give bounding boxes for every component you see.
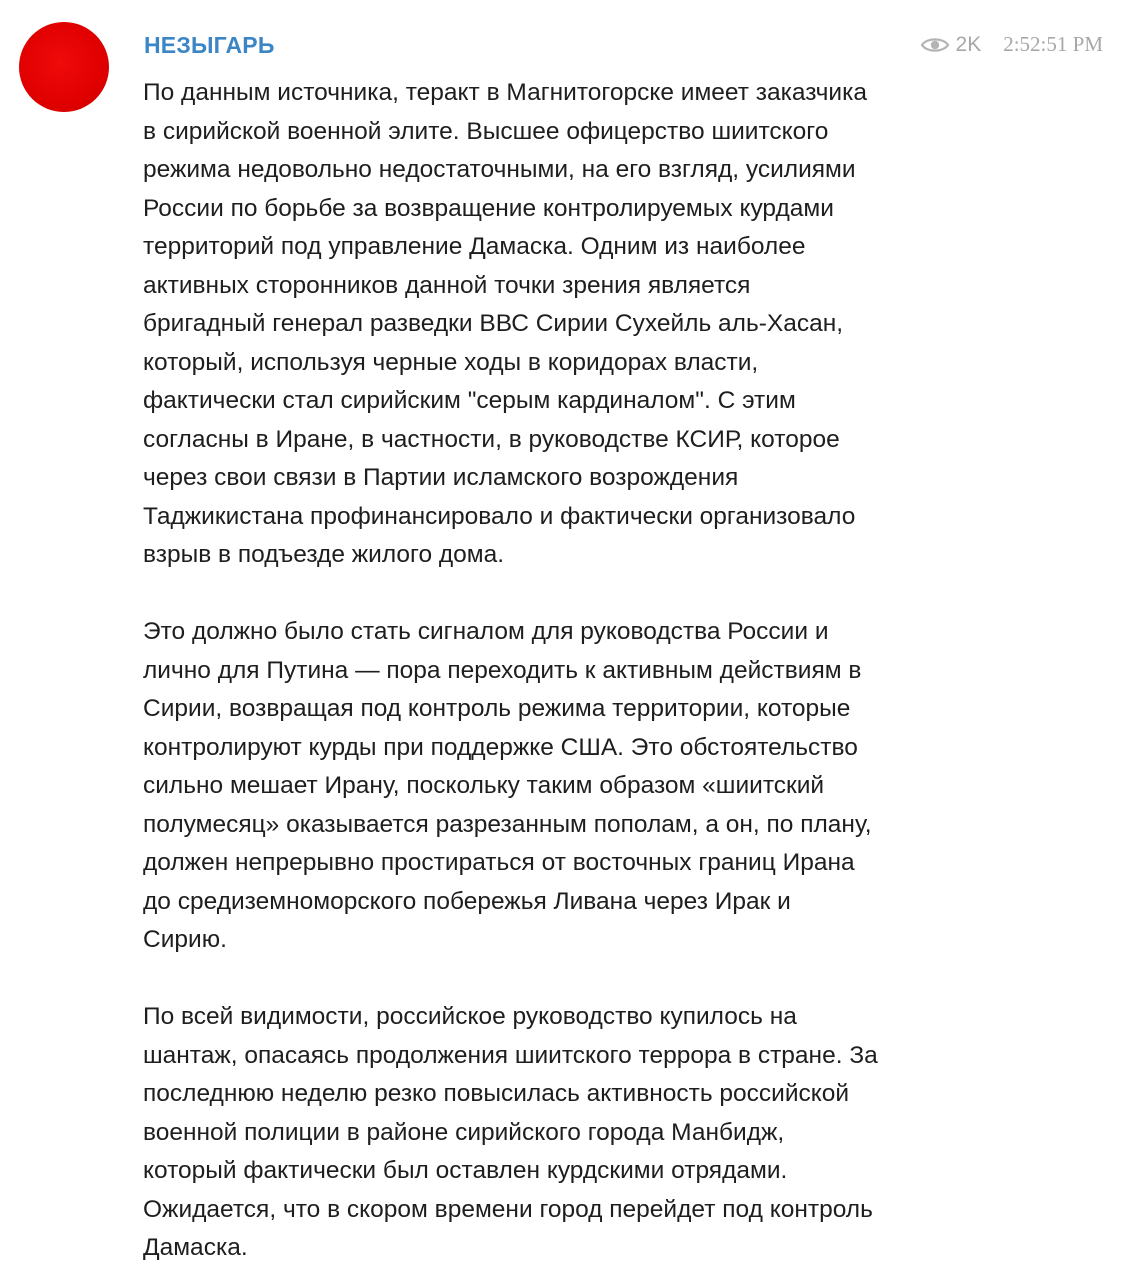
text-line: контролируют курды при поддержке США. Это обстоятельство	[143, 733, 858, 761]
message-text	[143, 74, 1103, 1278]
text-line: до средиземноморского побережья Ливана через Ирак и	[143, 887, 791, 915]
eye-icon	[920, 36, 950, 54]
text-line: России по борьбе за возвращение контролируемых курдами	[143, 194, 834, 222]
channel-avatar[interactable]	[19, 22, 109, 112]
text-line: взрыв в подъезде жилого дома.	[143, 541, 505, 568]
text-line: который фактически был оставлен курдскими отрядами.	[143, 1157, 788, 1184]
text-line: который, используя черные ходы в коридорах власти,	[143, 348, 759, 376]
text-line: Сирию.	[143, 926, 227, 953]
text-line: Таджикистана профинансировало и фактически организовало	[143, 502, 856, 530]
paragraph-1	[143, 74, 1103, 575]
message-header	[144, 30, 1103, 62]
text-line: лично для Путина — пора переходить к активным действиям в	[143, 656, 862, 684]
text-line: через свои связи в Партии исламского возрождения	[143, 464, 739, 491]
text-line: фактически стал сирийским "серым кардиналом". С этим	[143, 387, 796, 414]
text-line: Дамаска.	[143, 1234, 248, 1261]
text-line: Сирии, возвращая под контроль режима территории, которые	[143, 695, 851, 722]
text-line: По всей видимости, российское руководство купилось на	[143, 1003, 797, 1030]
text-line: По данным источника, теракт в Магнитогорске имеет заказчика	[143, 79, 867, 106]
text-line: в сирийской военной элите. Высшее офицерство шиитского	[143, 117, 829, 145]
text-line: должен непрерывно простираться от восточных границ Ирана	[143, 849, 855, 876]
text-line: активных сторонников данной точки зрения является	[143, 271, 751, 299]
paragraph-3	[143, 998, 1103, 1268]
text-line: полумесяц» оказывается разрезанным пополам, а он, по плану,	[143, 810, 872, 838]
text-line: сильно мешает Ирану, поскольку таким образом «шиитский	[143, 772, 825, 799]
text-line: последнюю неделю резко повысилась активность российской	[143, 1080, 850, 1107]
text-line: территорий под управление Дамаска. Одним из наиболее	[143, 233, 806, 260]
views-count: 2K	[955, 32, 982, 56]
text-line: шантаж, опасаясь продолжения шиитского террора в стране. За	[143, 1041, 878, 1069]
message-meta	[920, 32, 1103, 57]
paragraph-2	[143, 613, 1103, 960]
text-line: военной полиции в районе сирийского города Манбидж,	[143, 1118, 785, 1146]
message-time: 2:52:51 PM	[1003, 32, 1103, 56]
text-line: режима недовольно недостаточными, на его взгляд, усилиями	[143, 156, 856, 183]
channel-name[interactable]: НЕЗЫГАРЬ	[144, 32, 275, 58]
text-line: Ожидается, что в скором времени город перейдет под контроль	[143, 1195, 873, 1223]
text-line: согласны в Иране, в частности, в руководстве КСИР, которое	[143, 425, 840, 453]
text-line: бригадный генерал разведки ВВС Сирии Сухейль аль-Хасан,	[143, 310, 844, 337]
text-line: Это должно было стать сигналом для руководства России и	[143, 618, 829, 645]
